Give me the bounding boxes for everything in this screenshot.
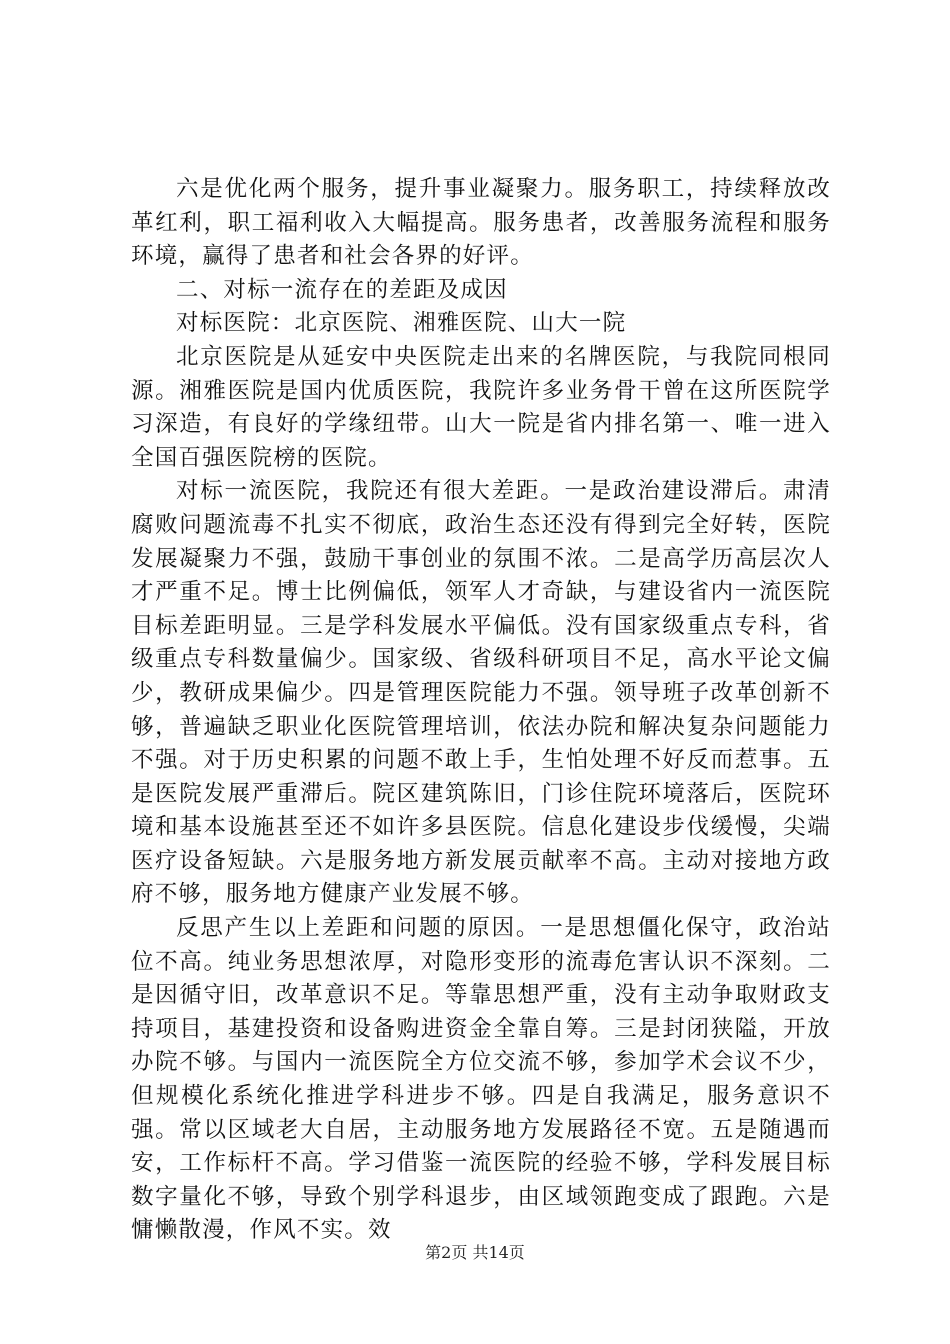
paragraph-benchmark-hospitals: 北京医院是从延安中央医院走出来的名牌医院，与我院同根同源。湘雅医院是国内优质医院，我院许多业务骨干曾在这所医院学习深造，有良好的学缘纽带。山大一院是省内排名第一、唯一进入全国百强医院榜的医院。 (131, 343, 831, 471)
benchmark-hospitals-line: 对标医院：北京医院、湘雅医院、山大一院 (176, 310, 627, 337)
paragraph-service-optimization: 六是优化两个服务，提升事业凝聚力。服务职工，持续释放改革红利，职工福利收入大幅提高。服务患者，改善服务流程和服务环境，赢得了患者和社会各界的好评。 (131, 176, 831, 270)
document-body (131, 173, 831, 1248)
paragraph-gaps: 对标一流医院，我院还有很大差距。一是政治建设滞后。肃清腐败问题流毒不扎实不彻底，政治生态还没有得到完全好转，医院发展凝聚力不强，鼓励干事创业的氛围不浓。二是高学历高层次人才严重不足。博士比例偏低，领军人才奇缺，与建设省内一流医院目标差距明显。三是学科发展水平偏低。没有国家级重点专科，省级重点专科数量偏少。国家级、省级科研项目不足，高水平论文偏少，教研成果偏少。四是管理医院能力不强。领导班子改革创新不够，普遍缺乏职业化医院管理培训，依法办院和解决复杂问题能力不强。对于历史积累的问题不敢上手，生怕处理不好反而惹事。五是医院发展严重滞后。院区建筑陈旧，门诊住院环境落后，医院环境和基本设施甚至还不如许多县医院。信息化建设步伐缓慢，尖端医疗设备短缺。六是服务地方新发展贡献率不高。主动对接地方政府不够，服务地方健康产业发展不够。 (131, 478, 831, 908)
paragraph-causes: 反思产生以上差距和问题的原因。一是思想僵化保守，政治站位不高。纯业务思想浓厚，对隐形变形的流毒危害认识不深刻。二是因循守旧，改革意识不足。等靠思想严重，没有主动争取财政支持项目，基建投资和设备购进资金全靠自筹。三是封闭狭隘，开放办院不够。与国内一流医院全方位交流不够，参加学术会议不少，但规模化系统化推进学科进步不够。四是自我满足，服务意识不强。常以区域老大自居，主动服务地方发展路径不宽。五是随遇而安，工作标杆不高。学习借鉴一流医院的经验不够，学科发展目标数字量化不够，导致个别学科退步，由区域领跑变成了跟跑。六是慵懒散漫，作风不实。效 (131, 915, 831, 1244)
section-heading-gap-analysis: 二、对标一流存在的差距及成因 (176, 276, 508, 303)
page-number-footer: 第2页 共14页 (425, 1243, 525, 1262)
